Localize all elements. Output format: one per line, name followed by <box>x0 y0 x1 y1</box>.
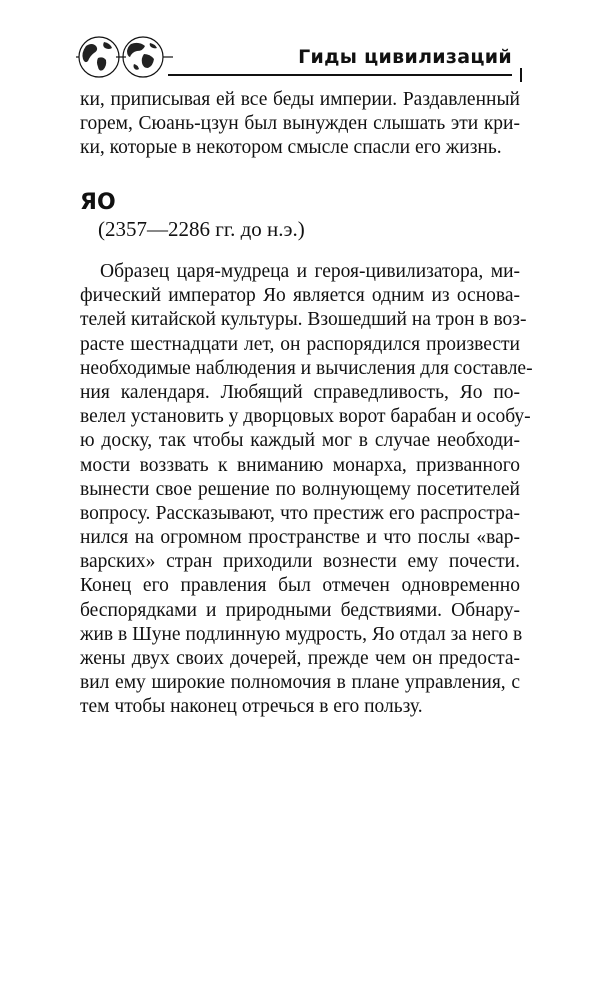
text-line: вопросу. Рассказывают, что престиж его распростра- <box>80 502 520 524</box>
header-rule <box>168 74 512 76</box>
text-line: мости воззвать к вниманию монарха, призванного <box>80 454 520 476</box>
entry-paragraph <box>80 260 533 720</box>
text-line: жив в Шуне подлинную мудрость, Яо отдал за него в <box>80 623 523 645</box>
text-line: необходимые наблюдения и вычисления для составле- <box>80 357 533 379</box>
running-header-title: Гиды цивилизаций <box>298 46 512 68</box>
text-line: ки, приписывая ей все беды империи. Раздавленный <box>80 89 520 110</box>
text-line: фический император Яо является одним из основа- <box>80 285 520 307</box>
entry-dates: (2357—2286 гг. до н.э.) <box>98 217 305 241</box>
text-line: нился на огромном пространстве и что послы «вар- <box>80 527 520 549</box>
text-line: Конец его правления был отмечен одновременно <box>80 575 520 597</box>
text-line: ния календаря. Любящий справедливость, Яо по- <box>80 381 520 403</box>
text-line: горем, Сюань-цзун был вынужден слышать эти кри- <box>80 113 520 135</box>
text-line: ки, которые в некотором смысле спасли его жизнь. <box>80 137 502 159</box>
text-line: жены двух своих дочерей, прежде чем он предоста- <box>80 648 520 669</box>
text-line: телей китайской культуры. Взошедший на трон в воз- <box>80 309 527 331</box>
text-line: расте шестнадцати лет, он распорядился произвести <box>80 333 520 355</box>
text-line: ю доску, так чтобы каждый мог в случае необходи- <box>80 430 520 452</box>
text-line: вынести свое решение по волнующему посетителей <box>80 478 520 500</box>
continuation-paragraph <box>80 88 520 161</box>
text-line: тем чтобы наконец отречься в его пользу. <box>80 696 423 718</box>
text-line: беспорядками и природными бедствиями. Обнару- <box>80 599 520 621</box>
text-line: велел установить у дворцовых ворот барабан и особу- <box>80 406 531 428</box>
entry-heading <box>80 190 520 242</box>
text-line: варских» стран приходили вознести ему почести. <box>80 551 520 573</box>
header-corner-tick <box>520 68 522 82</box>
entry-name: ЯО <box>80 190 116 215</box>
text-line: Образец царя-мудреца и героя-цивилизатора, ми- <box>100 261 520 282</box>
twin-globes-icon <box>76 34 176 80</box>
text-line: вил ему широкие полномочия в плане управления, с <box>80 672 520 694</box>
running-header <box>76 34 522 84</box>
